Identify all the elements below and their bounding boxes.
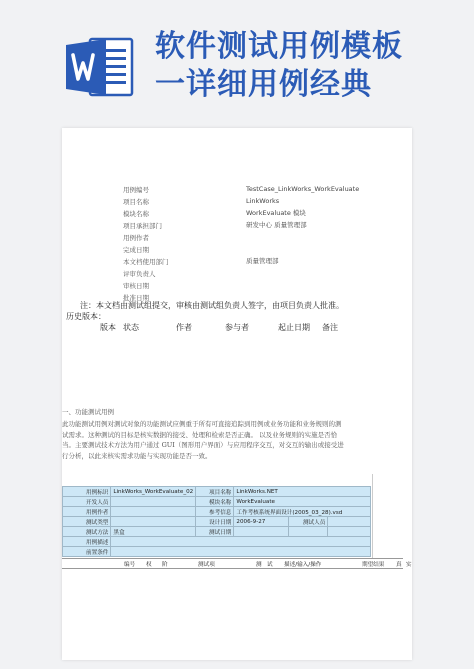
table-cell xyxy=(111,537,371,547)
table-row xyxy=(63,547,371,557)
field-label: 项目承担部门 xyxy=(123,222,162,230)
table-cell: 用例标识 xyxy=(63,487,111,497)
table-row xyxy=(63,497,371,507)
table-cell xyxy=(111,517,196,527)
history-col: 起止日期 xyxy=(278,323,310,332)
table-cell: 项目名称 xyxy=(196,487,234,497)
steps-col: 测试项 xyxy=(198,562,215,568)
steps-col: 描述/输入/操作 xyxy=(284,562,322,568)
steps-col: 实 xyxy=(406,562,412,568)
table-cell xyxy=(111,507,196,517)
table-cell: 前置条件 xyxy=(63,547,111,557)
history-col: 参与者 xyxy=(225,323,249,332)
table-cell: 测试类型 xyxy=(63,517,111,527)
field-label: 批准日期 xyxy=(123,294,149,302)
section-paragraph: 此功能测试用例对测试对象的功能测试应侧重于所有可直接追踪到用例或业务功能和业务规则的测试需求。这种测试的目标是核实数据的接受、处理和检索是否正确。 以及业务规则的实施是否恰当。主要测试技术方法为用户通过 GUI（图形用户界面）与应用程序交互，对交互的输出或接受进行分析，以此来核实需求功能与实现功能是否一致。 xyxy=(62,420,344,460)
table-cell: 工作考核系统界面设计(2005_03_28).vsd xyxy=(234,507,371,517)
field-label: 完成日期 xyxy=(123,246,149,254)
table-cell: 黑盒 xyxy=(111,527,196,537)
table-cell xyxy=(111,497,196,507)
table-row xyxy=(63,537,371,547)
table-cell xyxy=(234,527,289,537)
table-cell: 用例描述 xyxy=(63,537,111,547)
field-value: TestCase_LinkWorks_WorkEvaluate xyxy=(246,185,360,193)
steps-col: 测 xyxy=(256,562,262,568)
page-title xyxy=(155,28,403,104)
field-label: 用例编号 xyxy=(123,186,149,194)
table-row xyxy=(63,507,371,517)
history-label: 历史版本： xyxy=(66,312,106,321)
field-label: 审核日期 xyxy=(123,282,149,290)
table-cell xyxy=(328,527,371,537)
steps-header-row xyxy=(62,558,412,569)
field-value: 质量管理部 xyxy=(246,257,279,265)
field-value: 研发中心 质量管理部 xyxy=(246,221,307,229)
history-col: 备注 xyxy=(322,323,338,332)
field-value: WorkEvaluate 模块 xyxy=(246,209,306,217)
field-value: LinkWorks xyxy=(246,197,280,205)
table-row xyxy=(63,517,371,527)
field-label: 模块名称 xyxy=(123,210,149,218)
table-cell: 开发人员 xyxy=(63,497,111,507)
table-cell: WorkEvaluate xyxy=(234,497,371,507)
field-label: 本文档使用部门 xyxy=(123,258,169,266)
steps-col: 试 xyxy=(267,562,273,568)
steps-col: 期望结果 xyxy=(362,562,385,568)
table-cell: 模块名称 xyxy=(196,497,234,507)
word-logo-icon xyxy=(64,35,134,99)
steps-col: 阶 xyxy=(162,562,168,568)
banner xyxy=(0,0,474,120)
section-heading: 一、功能测试用例 xyxy=(62,408,114,416)
test-case-table xyxy=(62,486,371,557)
table-row xyxy=(63,527,371,537)
table-cell: LinkWorks.NET xyxy=(234,487,371,497)
history-col: 作者 xyxy=(176,323,192,332)
table-cell: LinkWorks_WorkEvaluate_02 xyxy=(111,487,196,497)
steps-col: 真 xyxy=(396,562,402,568)
history-col: 版本 xyxy=(100,323,116,332)
table-cell xyxy=(328,517,371,527)
title-line-1: 软件测试用例模板 xyxy=(155,29,403,64)
divider xyxy=(372,474,373,558)
approval-note: 注：本文档由测试组提交，审核由测试组负责人签字，由项目负责人批准。 xyxy=(80,301,344,310)
steps-col: 权 xyxy=(146,562,152,568)
title-line-2: 一详细用例经典 xyxy=(155,67,372,102)
field-label: 项目名称 xyxy=(123,198,149,206)
field-label: 评审负责人 xyxy=(123,270,156,278)
document-page xyxy=(62,128,412,660)
table-cell: 测试日期 xyxy=(196,527,234,537)
history-col: 状态 xyxy=(123,323,139,332)
table-cell: 测试人员 xyxy=(289,517,328,527)
table-cell: 用例作者 xyxy=(63,507,111,517)
table-cell: 参考信息 xyxy=(196,507,234,517)
table-cell xyxy=(289,527,328,537)
table-cell: 设计日期 xyxy=(196,517,234,527)
field-label: 用例作者 xyxy=(123,234,149,242)
table-cell xyxy=(111,547,371,557)
table-row xyxy=(63,487,371,497)
steps-col: 编号 xyxy=(124,562,136,568)
table-cell: 2006-9-27 xyxy=(234,517,289,527)
table-cell: 测试方法 xyxy=(63,527,111,537)
